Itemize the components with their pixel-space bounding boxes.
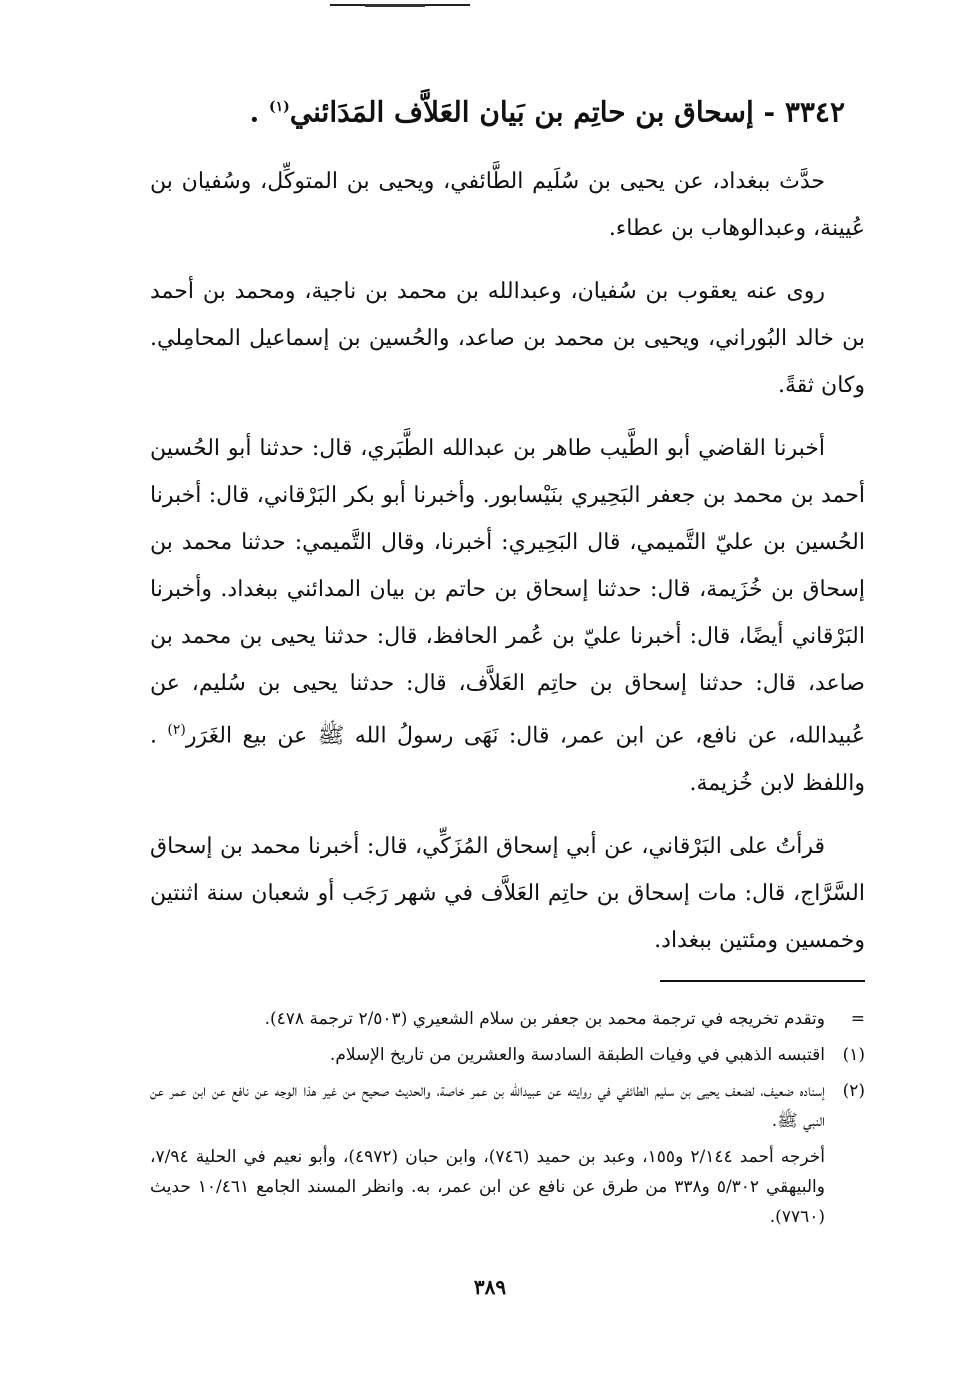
isnad-text: أخبرنا القاضي أبو الطَّيب طاهر بن عبدالله الطَّبَري، قال: حدثنا أبو الحُسين أحمد بن محمد بن جعفر البَحِيري بنَيْسابور. وأخبرنا أبو بكر البَرْقاني، قال: أخبرنا الحُسين بن عليّ التَّميمي، قال البَحِيري: أخبرنا، وقال التَّميمي: حدثنا محمد بن إسحاق بن خُزَيمة، قال: حدثنا إسحاق بن حاتم بن بيان المدائني ببغداد. وأخبرنا البَرْقاني أيضًا، قال: أخبرنا عليّ بن عُمر الحافظ، قال: حدثنا يحيى بن محمد بن صاعد، قال: حدثنا إسحاق بن حاتِم العَلاَّف، قال: حدثنا يحيى بن سُليم، عن عُبيدالله، عن نافع، عن ابن عمر، قال: نَهَى رسولُ الله ﷺ عن بيع الغَرَر [150,436,865,749]
page-number: ٣٨٩ [473,1275,507,1299]
page-body [150,85,865,1232]
footnote-2 [150,1076,865,1136]
isnad-footnote-ref: (٢) [167,722,186,739]
footnote-mark: (١) [842,1044,865,1065]
paragraph-death: قرأتُ على البَرْقاني، عن أبي إسحاق المُزَكِّي، قال: أخبرنا محمد بن إسحاق السَّرَّاج، قال: مات إسحاق بن حاتِم العَلاَّف في شهر رَجَب أو شعبان سنة اثنتين وخمسين ومئتين ببغداد. [150,833,865,953]
footnote-text: اقتبسه الذهبي في وفيات الطبقة السادسة والعشرين من تاريخ الإسلام. [329,1044,825,1065]
footnote-1 [150,1040,865,1070]
footnote-text: وتقدم تخريجه في ترجمة محمد بن جعفر بن سلام الشعيري (٢/٥٠٣ ترجمة ٤٧٨). [264,1008,825,1029]
top-rule-bold [365,4,425,7]
footnote-mark: (٢) [842,1080,865,1101]
footnote-continuation [150,1004,865,1034]
footnotes [150,1004,865,1232]
isnad-end: . واللفظ لابن خُزيمة. [150,723,865,796]
title-footnote-ref: (١) [268,99,290,115]
paragraph-isnad [150,425,865,806]
entry-title-end: . [249,95,269,129]
footnote-mark: = [850,1008,865,1029]
paragraph-narrators: روى عنه يعقوب بن سُفيان، وعبدالله بن محمد بن ناجية، ومحمد بن أحمد بن خالد البُوراني، ويحيى بن محمد بن صاعد، والحُسين بن إسماعيل المحامِلي. وكان ثقةً. [150,279,865,399]
footnote-separator [660,980,865,982]
footnote-2-continuation: أخرجه أحمد ٢/١٤٤ و١٥٥، وعبد بن حميد (٧٤٦)، وابن حبان (٤٩٧٢)، وأبو نعيم في الحلية ٧/٩٤، والبيهقي ٥/٣٠٢ و٣٣٨ من طرق عن نافع عن ابن عمر، به. وانظر المسند الجامع ١٠/٤٦١ حديث (٧٧٦٠). [150,1146,825,1227]
entry-title [150,85,865,134]
paragraph-narrated: حدَّث ببغداد، عن يحيى بن سُلَيم الطَّائفي، ويحيى بن المتوكِّل، وسُفيان بن عُيينة، وعبدالوهاب بن عطاء. [150,169,865,242]
entry-title-text: ٣٣٤٢ - إسحاق بن حاتِم بن بَيان العَلاَّف المَدَائني [289,95,845,129]
footnote-text: إسناده ضعيف، لضعف يحيى بن سليم الطائفي في روايته عن عبيدالله بن عمر خاصة، والحديث صحيح من غير هذا الوجه عن نافع عن ابن عمر عن النبي ﷺ. [150,1080,825,1131]
